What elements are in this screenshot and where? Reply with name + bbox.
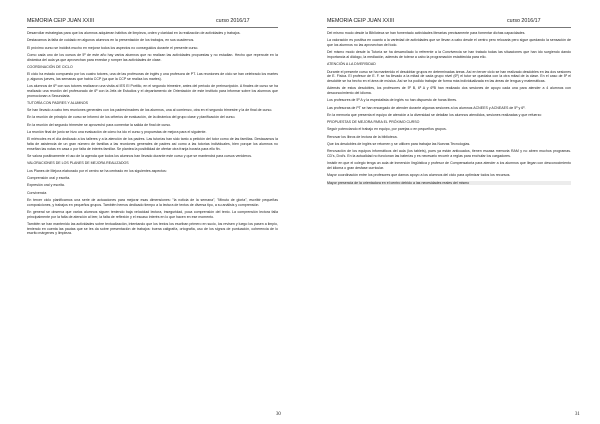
page-body (27, 31, 278, 236)
section-heading: VALORACIONES DE LOS PLANES DE MEJORA REALIZADOS (27, 161, 129, 166)
paragraph: El miércoles es el día dedicado a los talleres y a la atención de los padres. Las tutorías han sido tanto a petición del tutor como de las familias. Destacamos la falta de asistencia de un gran número de familias a las reuniones generales de padres así como a las tutorías individuales, bien porque los alumnos no enseñan las notas en casa o por falta de interés familiar. Se plantea la posibilidad de ofertar otra franja horaria para ello fin. (27, 137, 278, 151)
paragraph: La valoración es positiva en cuanto a la variedad de actividades que se llevan a cabo desde el centro pero relocaria pero sigue quedando la sensación de que los alumnos no las aprovechan del todo. (327, 38, 571, 47)
paragraph: Renovación de los equipos informáticos del aula (los tablets), pues ya están anticuados, tienen escasa memoria RAM y no abren muchos programas. CD's, Dvd's. En la actualidad no funcionan las baterías y es necesario recurrir a reglas para enchufar los cargadores. (327, 149, 571, 159)
paragraph: Durante el presente curso se ha mantenido el desdoblar grupos en determinadas áreas. Así en tercer ciclo se han realizado desdobles en las dos sesiones de E. Física. El profesor de E. F. se ha llevado a la mitad de cada grupo nivel (6º) el tutor se quedaba con la otra mitad de la clase. En el caso de 5º el desdoble se ha hecho en el área de música. Así se ha podido trabajar de forma más individualizada en las áreas de lengua y matemáticas. (327, 69, 571, 83)
paragraph: Del mismo modo desde la Biblioteca se han fomentado actividades literarias precisamente para fomentar dichas capacidades. (327, 31, 526, 35)
right-page (300, 0, 600, 424)
paragraph: Seguir potenciando el trabajo en equipo, por parejas o en pequeños grupos. (327, 127, 447, 132)
paragraph: Los Planes de Mejora elaborado por el centro se ha centrado en los siguientes aspectos: (27, 168, 167, 173)
paragraph: Además de estos desdobles, los profesores de 5º B, 6º A y 6ºB han realizado dos sesiones de apoyo cada una para atender a 4 alumnos con desconocimiento del idioma. (327, 86, 571, 95)
page-number: 30 (276, 412, 281, 417)
paragraph: El ciclo ha estado compuesto por los cuatro tutores, una de las profesoras de inglés y una profesora de PT. Las reuniones de ciclo se han celebrado los martes y, algunos jueves, las semanas que había CCP (ya que la CCP se realiza los martes). (27, 72, 278, 81)
paragraph: Destacamos la falta de cuidado en algunos alumnos en la presentación de los trabajos, en sus cuadernos. (27, 38, 195, 43)
paragraph: Insistir en que el colegio tenga un aula de inmersión lingüística y profesor de Compensatoria para atender a los alumnos que llegan con desconocimiento del idioma o gran desfase curricular. (327, 161, 571, 171)
paragraph: Las profesoras de PT se han encargado de atender durante algunas sesiones a los alumnos ACNEES y ACNEAES de 5º y 6º. (327, 105, 526, 110)
header-title: MEMORIA CEIP JUAN XXIII (327, 18, 395, 24)
page-header (27, 18, 278, 28)
paragraph: En la memoria que presenta el equipo de atención a la diversidad se detallan los alumnos atendidos, sesiones realizadas y que refuerzo (327, 112, 542, 117)
paragraph: Que los desdobles de inglés se retomen y se utilicen para trabajar las Nuevas Tecnologías. (327, 142, 471, 147)
section-heading: ATENCIÓN A LA DIVERSIDAD (327, 62, 376, 67)
page-body (327, 31, 571, 185)
page-number: 31 (575, 412, 580, 417)
section-heading: PROPUESTAS DE MEJORA PARA EL PRÓXIMO CURSO (327, 120, 420, 125)
paragraph: Como cada uno de los cursos de 5º de este año hay varios alumnos que no realizan las actividades propuestas y no estudian. Hecho que repercute en la dinámica del aula ya que aprovechan para enredar y romper las actividades de clase. (27, 52, 278, 62)
paragraph: Los profesores de 5º A y la especialista de inglés no han dispuesto de horas libres. (327, 98, 458, 103)
paragraph: En general se observa que varios alumnos siguen teniendo baja velocidad lectora, inseguridad, poca comprensión del texto. La comprensión lectora falla principalmente por la falta de atención al leer, la falta de reflexión y el escaso interés en lo que hacen en ese momento. (27, 209, 278, 219)
paragraph: En la reunión del segundo trimestre se aprovechó para comentar la salida de final de curso. (27, 122, 172, 127)
header-course: curso 2016/17 (507, 18, 541, 24)
paragraph: Expresión oral y escrita. (27, 183, 65, 188)
paragraph: También se han mantenido las actividades sobre textualización, intentando que los textos los escriban primero en sucio, los revisen y luego los pasen a limpio, teniendo en cuenta las pautas que se les da sobre presentación de trabajos: buena caligrafía, ortografía, uso de los signos de puntuación, coherencia de lo escrito márgenes y limpieza. (27, 221, 278, 236)
paragraph: En la reunión de principio de curso se informó de los criterios de evaluación, de la dinámica del grupo clase y planificación del curso. (27, 115, 236, 120)
paragraph: Los alumnos de 6º con sus tutores realizaron una visita al IES El Portillo, en el segundo trimestre, antes del periodo de preinscripción. A finales de curso se ha realizado una reunión del profesorado de 6º con la Jefa de Estudios y el departamento de Orientación de este instituto para informar sobre los alumnos que promocionan a Secundaria. (27, 84, 278, 98)
paragraph: En tercer ciclo planificamos una serie de actuaciones para mejorar esas dimensiones: "la noticia de la semana", "Minuto de gloria", escribir pequeñas composiciones, y trabajos en pequeños grupos. También hemos dedicado tiempo a la lectura de textos de diversa tipo, a su análisis y comprensión. (27, 197, 278, 207)
paragraph: Mayor presencia de la orientadora en el centro debido a las necesidades reales del mismo (327, 181, 571, 186)
paragraph: Convivencia (27, 190, 47, 195)
section-heading: TUTORÍA CON PADRES Y ALUMNOS (27, 100, 89, 105)
section-heading: COORDINACIÓN DE CICLO (27, 64, 73, 69)
paragraph: Renovar los libros de lectura de la biblioteca. (327, 134, 398, 139)
paragraph: Se valora positivamente el uso de la agenda que todos los alumnos han llevado durante este curso y que se mantendrá para cursos venideros. (27, 154, 252, 159)
paragraph: Desarrollar estrategias para que los alumnos adquieran hábitos de limpieza, orden y claridad en la realización de actividades y trabajos. (27, 31, 241, 35)
paragraph: Del mismo modo desde la Tutoría se ha desarrollado lo referente a la Convivencia se han tratado todas las situaciones que han ido surgiendo dando importancia al diálogo, la mediación, además de tolerar a cabo la programación establecida para ello. (327, 50, 571, 59)
paragraph: Mayor coordinación entre los profesores que damos apoyo a los alumnos del ciclo para optimizar todos los recursos. (327, 173, 511, 178)
paragraph: Se han llevado a cabo tres reuniones generales con los padres/madres de los alumnos, una al comienzo, otra en el segundo trimestre y la de final de curso. (27, 108, 273, 113)
paragraph: El próximo curso se incidirá mucho en mejorar todos los aspectos no conseguidos durante el presente curso. (27, 45, 199, 50)
header-course: curso 2016/17 (216, 18, 250, 24)
paragraph: La reunión final de junio se hizo una evaluación de cómo ha ido el curso y propuestas de mejora para el siguiente. (27, 130, 207, 135)
header-title: MEMORIA CEIP JUAN XXIII (27, 18, 95, 24)
paragraph: Comprensión oral y escrita. (27, 175, 71, 180)
page-header (327, 18, 571, 28)
